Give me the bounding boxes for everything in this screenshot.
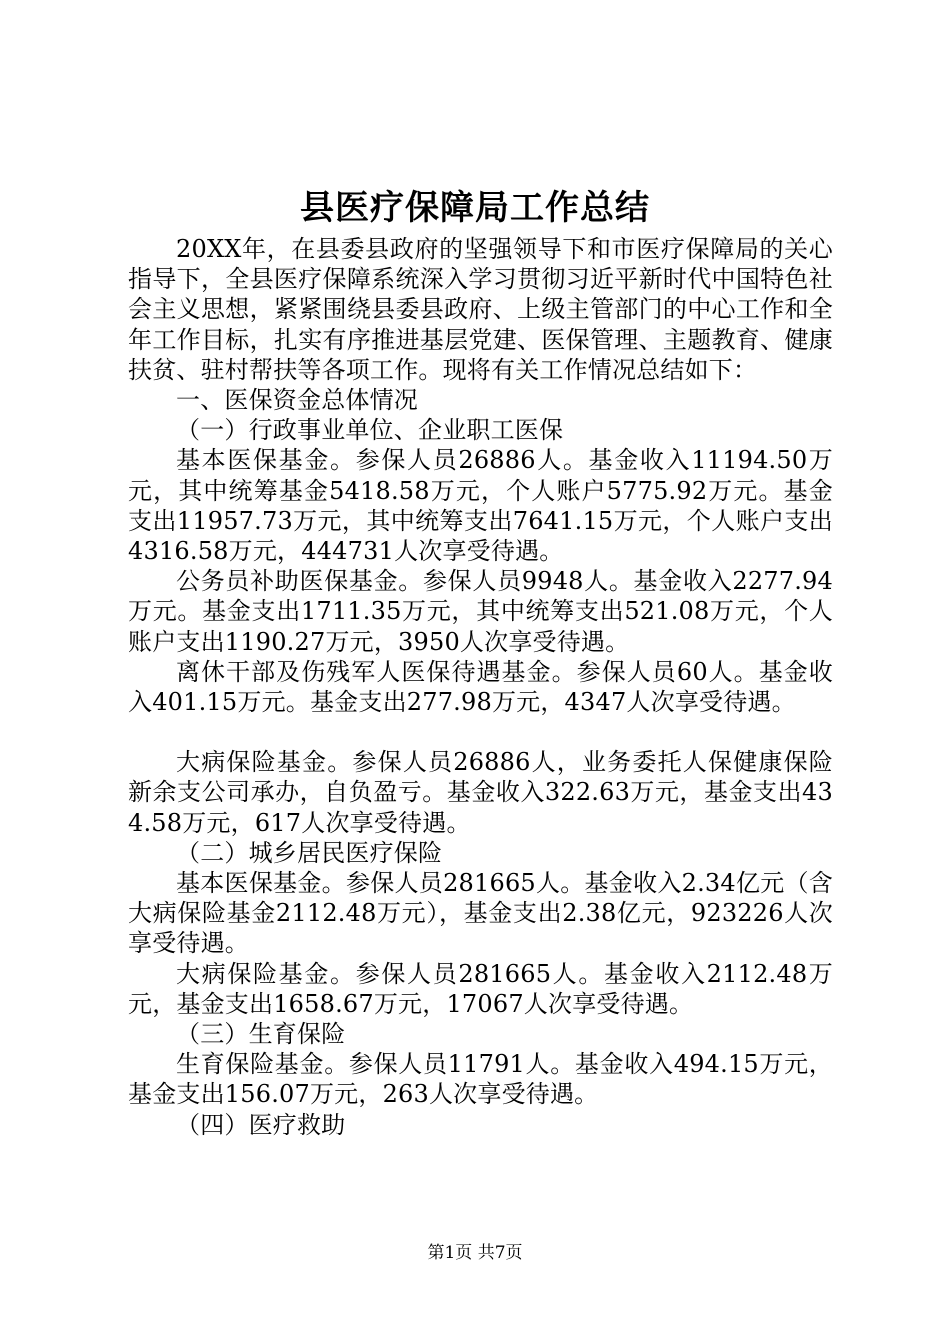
subsection-heading-resident-insurance: （二）城乡居民医疗保险 xyxy=(176,838,443,867)
subsection-heading-employee-insurance: （一）行政事业单位、企业职工医保 xyxy=(176,416,564,445)
paragraph-critical-illness-resident: 大病保险基金。参保人员281665人。基金收入2112.48万元，基金支出1658.67万元，17067人次享受待遇。 xyxy=(128,959,833,1018)
paragraph-retired-cadre-fund: 离休干部及伤残军人医保待遇基金。参保人员60人。基金收入401.15万元。基金支出277.98万元，4347人次享受待遇。 xyxy=(128,657,833,717)
document-title: 县医疗保障局工作总结 xyxy=(300,188,650,228)
paragraph-civil-servant-fund: 公务员补助医保基金。参保人员9948人。基金收入2277.94万元。基金支出1711.35万元，其中统筹支出521.08万元，个人账户支出1190.27万元，3950人次享受待遇。 xyxy=(128,567,833,656)
subsection-heading-medical-aid: （四）医疗救助 xyxy=(176,1110,346,1139)
paragraph-basic-fund-resident: 基本医保基金。参保人员281665人。基金收入2.34亿元（含大病保险基金2112.48万元），基金支出2.38亿元，923226人次享受待遇。 xyxy=(128,869,833,958)
document-body xyxy=(128,234,833,1140)
paragraph-basic-fund-employee: 基本医保基金。参保人员26886人。基金收入11194.50万元，其中统筹基金5418.58万元，个人账户5775.92万元。基金支出11957.73万元，其中统筹支出7641.15万元，个人账户支出4316.58万元，444731人次享受待遇。 xyxy=(128,446,833,566)
intro-paragraph: 20XX年，在县委县政府的坚强领导下和市医疗保障局的关心指导下，全县医疗保障系统深入学习贯彻习近平新时代中国特色社会主义思想，紧紧围绕县委县政府、上级主管部门的中心工作和全年工作目标，扎实有序推进基层党建、医保管理、主题教育、健康扶贫、驻村帮扶等各项工作。现将有关工作情况总结如下： xyxy=(128,235,833,384)
section-heading-fund-overview: 一、医保资金总体情况 xyxy=(176,386,418,415)
paragraph-maternity-fund: 生育保险基金。参保人员11791人。基金收入494.15万元，基金支出156.07万元，263人次享受待遇。 xyxy=(128,1050,833,1109)
page-number-footer: 第1页 共7页 xyxy=(427,1243,523,1263)
subsection-heading-maternity-insurance: （三）生育保险 xyxy=(176,1020,346,1049)
paragraph-critical-illness-employee: 大病保险基金。参保人员26886人，业务委托人保健康保险新余支公司承办，自负盈亏。基金收入322.63万元，基金支出434.58万元，617人次享受待遇。 xyxy=(128,748,833,837)
